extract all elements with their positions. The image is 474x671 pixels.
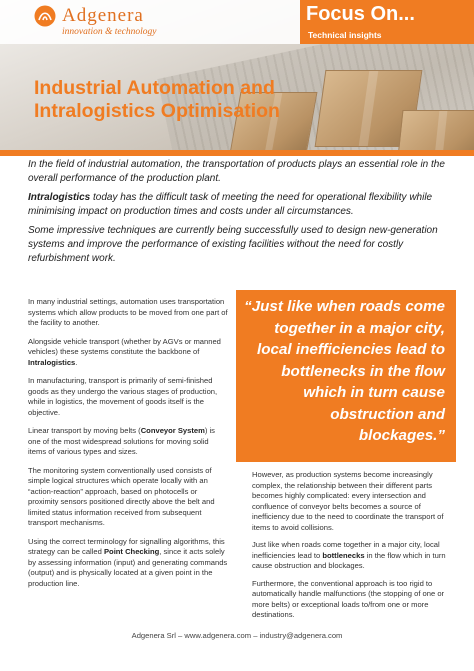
keyword: Point Checking bbox=[103, 547, 160, 556]
left-column bbox=[28, 297, 228, 597]
body-paragraph: Furthermore, the conventional approach is too rigid to automatically handle malfunctions (the stopping of one or more belts) or exceptional loads to/from one or more destinations. bbox=[252, 578, 445, 619]
cardboard-box-image bbox=[398, 110, 474, 150]
text-run: Alongside vehicle transport (whether by AGVs or manned vehicles) these systems constitute the backbone of bbox=[28, 336, 221, 356]
body-paragraph: However, as production systems become increasingly complex, the relationship between their different parts becomes highly complicated: every intersection and confluence of conveyor belts becomes a source of inefficiency due to the need to coordinate the transport of items to avoid collisions. bbox=[252, 470, 444, 532]
section-title: Focus On... bbox=[306, 3, 415, 25]
intro-paragraph: In the field of industrial automation, the transportation of products plays an essential role in the overall performance of the production plant. bbox=[28, 159, 445, 184]
body-paragraph: In many industrial settings, automation uses transportation systems which allow products to be moved from one part of the facility to another. bbox=[28, 297, 228, 327]
text-run: Just like when roads come together in a major city, local inefficiencies lead to bbox=[252, 540, 440, 560]
keyword: Intralogistics bbox=[28, 192, 91, 203]
text-run: , since it acts solely by assessing information (input) and generating commands (output) and is physically located at a given point in the production line. bbox=[28, 547, 228, 588]
keyword: bottlenecks bbox=[322, 550, 365, 560]
header-banner bbox=[0, 0, 474, 150]
body-paragraph bbox=[28, 537, 228, 590]
intro-text bbox=[28, 158, 452, 271]
page-title: Industrial Automation and Intralogistics Optimisation bbox=[34, 77, 280, 122]
footer-contact: Adgenera Srl – www.adgenera.com – industry@adgenera.com bbox=[131, 631, 343, 640]
intro-text-run: today has the difficult task of meeting the need for operational flexibility while minimising impact on production times and costs under all circumstances. bbox=[28, 192, 433, 217]
text-run: in the flow which in turn cause obstruction and blockages. bbox=[252, 550, 446, 570]
intro-paragraph: Some impressive techniques are currently being successfully used to design new-generation systems and improve the performance of existing facilities without the need for costly refurbishment work. bbox=[28, 225, 438, 264]
brand-tagline: innovation & technology bbox=[62, 27, 157, 37]
text-run: Using the correct terminology for signalling algorithms, this strategy can be called bbox=[28, 536, 225, 556]
body-paragraph bbox=[252, 540, 452, 572]
right-column bbox=[252, 470, 452, 628]
intro-paragraph bbox=[28, 191, 452, 219]
keyword: Intralogistics bbox=[28, 357, 76, 367]
section-subtitle: Technical insights bbox=[308, 30, 382, 40]
text-run: . bbox=[75, 357, 78, 367]
header-divider bbox=[0, 150, 474, 156]
adgenera-logo-icon bbox=[34, 5, 56, 27]
brand-name: Adgenera bbox=[62, 5, 144, 26]
text-run: Linear transport by moving belts ( bbox=[28, 426, 141, 435]
body-paragraph: In manufacturing, transport is primarily of semi-finished goods as they undergo the various stages of production, while in logistics, the movement of goods itself is the objective. bbox=[28, 376, 218, 417]
body-paragraph: The monitoring system conventionally used consists of simple logical structures which operate locally with an “action-reaction” approach, based on photocells or proximity sensors positioned directly above the belt and limited status information received from subsequent transport mechanisms. bbox=[28, 465, 215, 527]
pull-quote: “Just like when roads come together in a major city, local inefficiencies lead to bottlenecks in the flow which in turn cause obstruction and blockages.” bbox=[244, 298, 445, 444]
keyword: Conveyor System bbox=[140, 426, 205, 435]
body-paragraph bbox=[28, 426, 228, 458]
body-paragraph bbox=[28, 337, 228, 369]
text-run: ) is one of the most widespread solutions for moving solid items of various types and sizes. bbox=[28, 426, 215, 456]
